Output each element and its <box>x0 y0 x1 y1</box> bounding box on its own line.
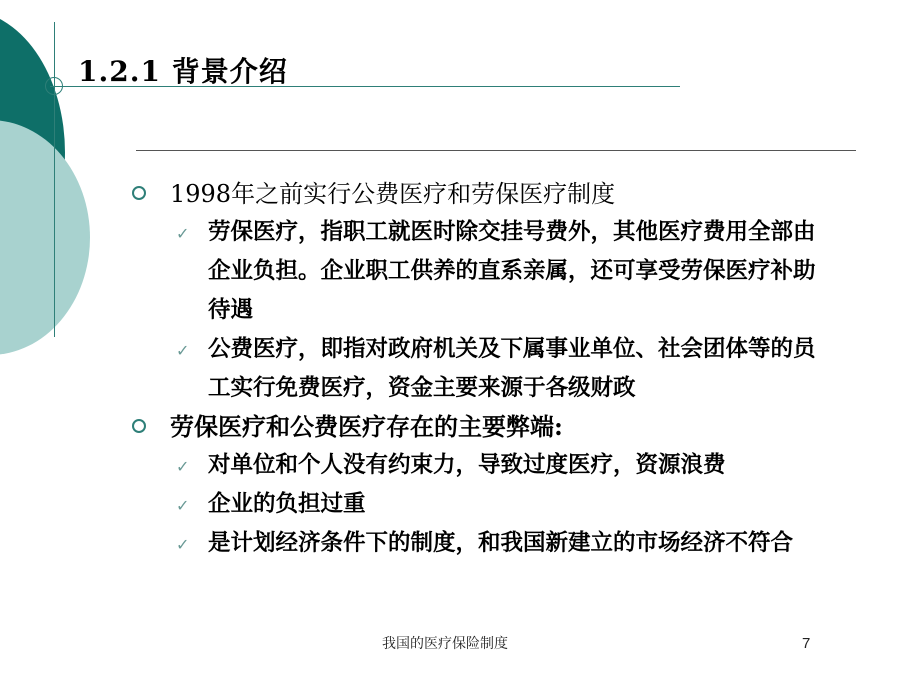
section-2-item-1-text: 对单位和个人没有约束力，导致过度医疗，资源浪费 <box>208 452 726 478</box>
decorative-light-circle <box>0 120 90 355</box>
section-2-item-3-text: 是计划经济条件下的制度，和我国新建立的市场经济不符合 <box>208 530 794 556</box>
section-1-item-2 <box>130 330 818 408</box>
slide-footer: 我国的医疗保险制度 <box>382 636 508 652</box>
section-2-item-2 <box>130 485 818 524</box>
target-circle-icon <box>45 77 63 95</box>
section-1-item-1 <box>130 213 818 330</box>
section-2-item-1 <box>130 446 818 485</box>
check-icon: ✓ <box>176 341 190 360</box>
hollow-circle-icon <box>132 186 146 200</box>
section-2-text: 劳保医疗和公费医疗存在的主要弊端: <box>170 412 563 441</box>
page-number: 7 <box>802 635 811 652</box>
section-2-item-2-text: 企业的负担过重 <box>208 491 366 517</box>
section-2-item-3 <box>130 524 818 563</box>
check-icon: ✓ <box>176 496 190 515</box>
section-1 <box>130 175 830 213</box>
hollow-circle-icon <box>132 419 146 433</box>
check-icon: ✓ <box>176 457 190 476</box>
check-icon: ✓ <box>176 224 190 243</box>
decorative-vertical-line <box>54 22 55 337</box>
section-1-item-1-text: 劳保医疗，指职工就医时除交挂号费外，其他医疗费用全部由企业负担。企业职工供养的直系亲属，还可享受劳保医疗补助待遇 <box>208 219 816 323</box>
slide-title: 1.2.1 背景介绍 <box>78 55 288 88</box>
content-divider <box>136 150 856 151</box>
section-1-item-2-text: 公费医疗，即指对政府机关及下属事业单位、社会团体等的员工实行免费医疗，资金主要来源于各级财政 <box>208 336 816 401</box>
slide-content <box>130 175 830 563</box>
section-1-text: 1998年之前实行公费医疗和劳保医疗制度 <box>170 180 616 208</box>
check-icon: ✓ <box>176 535 190 554</box>
section-2 <box>130 408 830 446</box>
